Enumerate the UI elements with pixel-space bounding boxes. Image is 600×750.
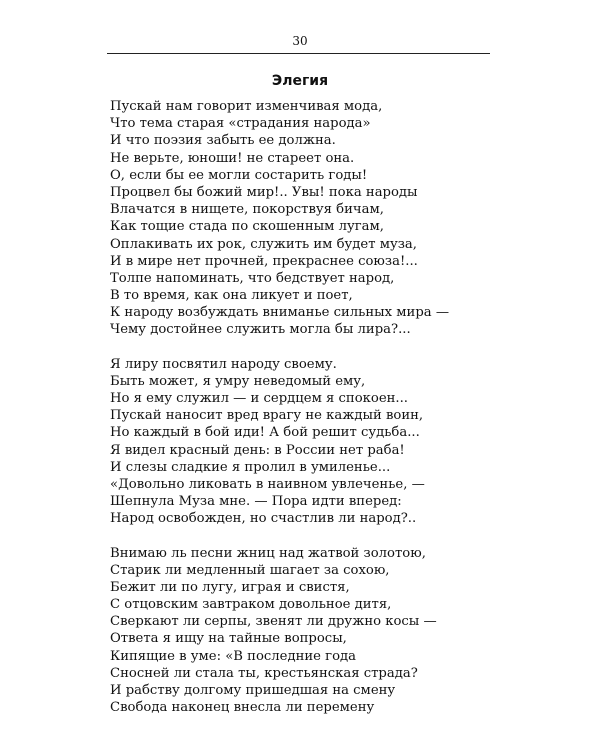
- poem-line: Народ освобожден, но счастлив ли народ?..: [110, 511, 417, 527]
- poem-line: Внимаю ль песни жниц над жатвой золотою,: [110, 545, 426, 561]
- poem-line: Что тема старая «страдания народа»: [110, 116, 371, 132]
- poem-line: К народу возбуждать вниманье сильных мира —: [110, 305, 450, 321]
- poem-line: Бежит ли по лугу, играя и свистя,: [110, 579, 350, 595]
- poem-line: Я видел красный день: в России нет раба!: [110, 442, 405, 458]
- poem-line: Толпе напоминать, что бедствует народ,: [110, 270, 395, 286]
- stanza-1: [110, 98, 510, 339]
- poem-line: И в мире нет прочней, прекраснее союза!...: [110, 253, 418, 269]
- poem-line: Оплакивать их рок, служить им будет муза,: [110, 236, 417, 252]
- poem-line: И что поэзия забыть ее должна.: [110, 133, 336, 149]
- poem-line: Свобода наконец внесла ли перемену: [110, 700, 375, 716]
- poem-title: Элегия: [271, 73, 329, 89]
- poem-line: Сносней ли стала ты, крестьянская страда?: [110, 665, 418, 681]
- poem-line: О, если бы ее могли состарить годы!: [110, 167, 368, 183]
- stanza-3: [110, 545, 510, 717]
- poem-line: И рабству долгому пришедшая на смену: [110, 683, 396, 698]
- poem-line: Кипящие в уме: «В последние года: [110, 648, 356, 664]
- poem-line: В то время, как она ликует и поет,: [110, 288, 353, 304]
- poem-line: Пускай наносит вред врагу не каждый воин,: [110, 408, 424, 424]
- poem-line: С отцовским завтраком довольное дитя,: [110, 597, 392, 613]
- poem-line: Чему достойнее служить могла бы лира?...: [110, 322, 411, 338]
- poem-line: Шепнула Муза мне. — Пора идти вперед:: [110, 494, 402, 510]
- page-number: 30: [292, 34, 308, 48]
- poem-line: Процвел бы божий мир!.. Увы! пока народы: [110, 184, 418, 200]
- poem-line: Ответа я ищу на тайные вопросы,: [110, 631, 347, 647]
- poem-line: Но каждый в бой иди! А бой решит судьба...: [110, 425, 420, 441]
- header-rule: [107, 53, 490, 54]
- poem-line: И слезы сладкие я пролил в умиленье...: [110, 459, 391, 475]
- poem-line: Сверкают ли серпы, звенят ли дружно косы —: [110, 614, 437, 630]
- poem-line: Как тощие стада по скошенным лугам,: [110, 219, 384, 235]
- stanza-2: [110, 356, 510, 528]
- poem-line: Но я ему служил — и сердцем я спокоен...: [110, 391, 408, 406]
- poem-line: Пускай нам говорит изменчивая мода,: [110, 99, 383, 114]
- poem-line: Быть может, я умру неведомый ему,: [110, 373, 366, 389]
- poem-line: Старик ли медленный шагает за сохою,: [110, 562, 390, 578]
- poem-line: Влачатся в нищете, покорствуя бичам,: [110, 202, 384, 218]
- poem-line: «Довольно ликовать в наивном увлеченье, —: [110, 476, 425, 492]
- poem-body: [110, 98, 510, 733]
- poem-line: Не верьте, юноши! не стареет она.: [110, 150, 355, 166]
- poem-line: Я лиру посвятил народу своему.: [110, 356, 337, 372]
